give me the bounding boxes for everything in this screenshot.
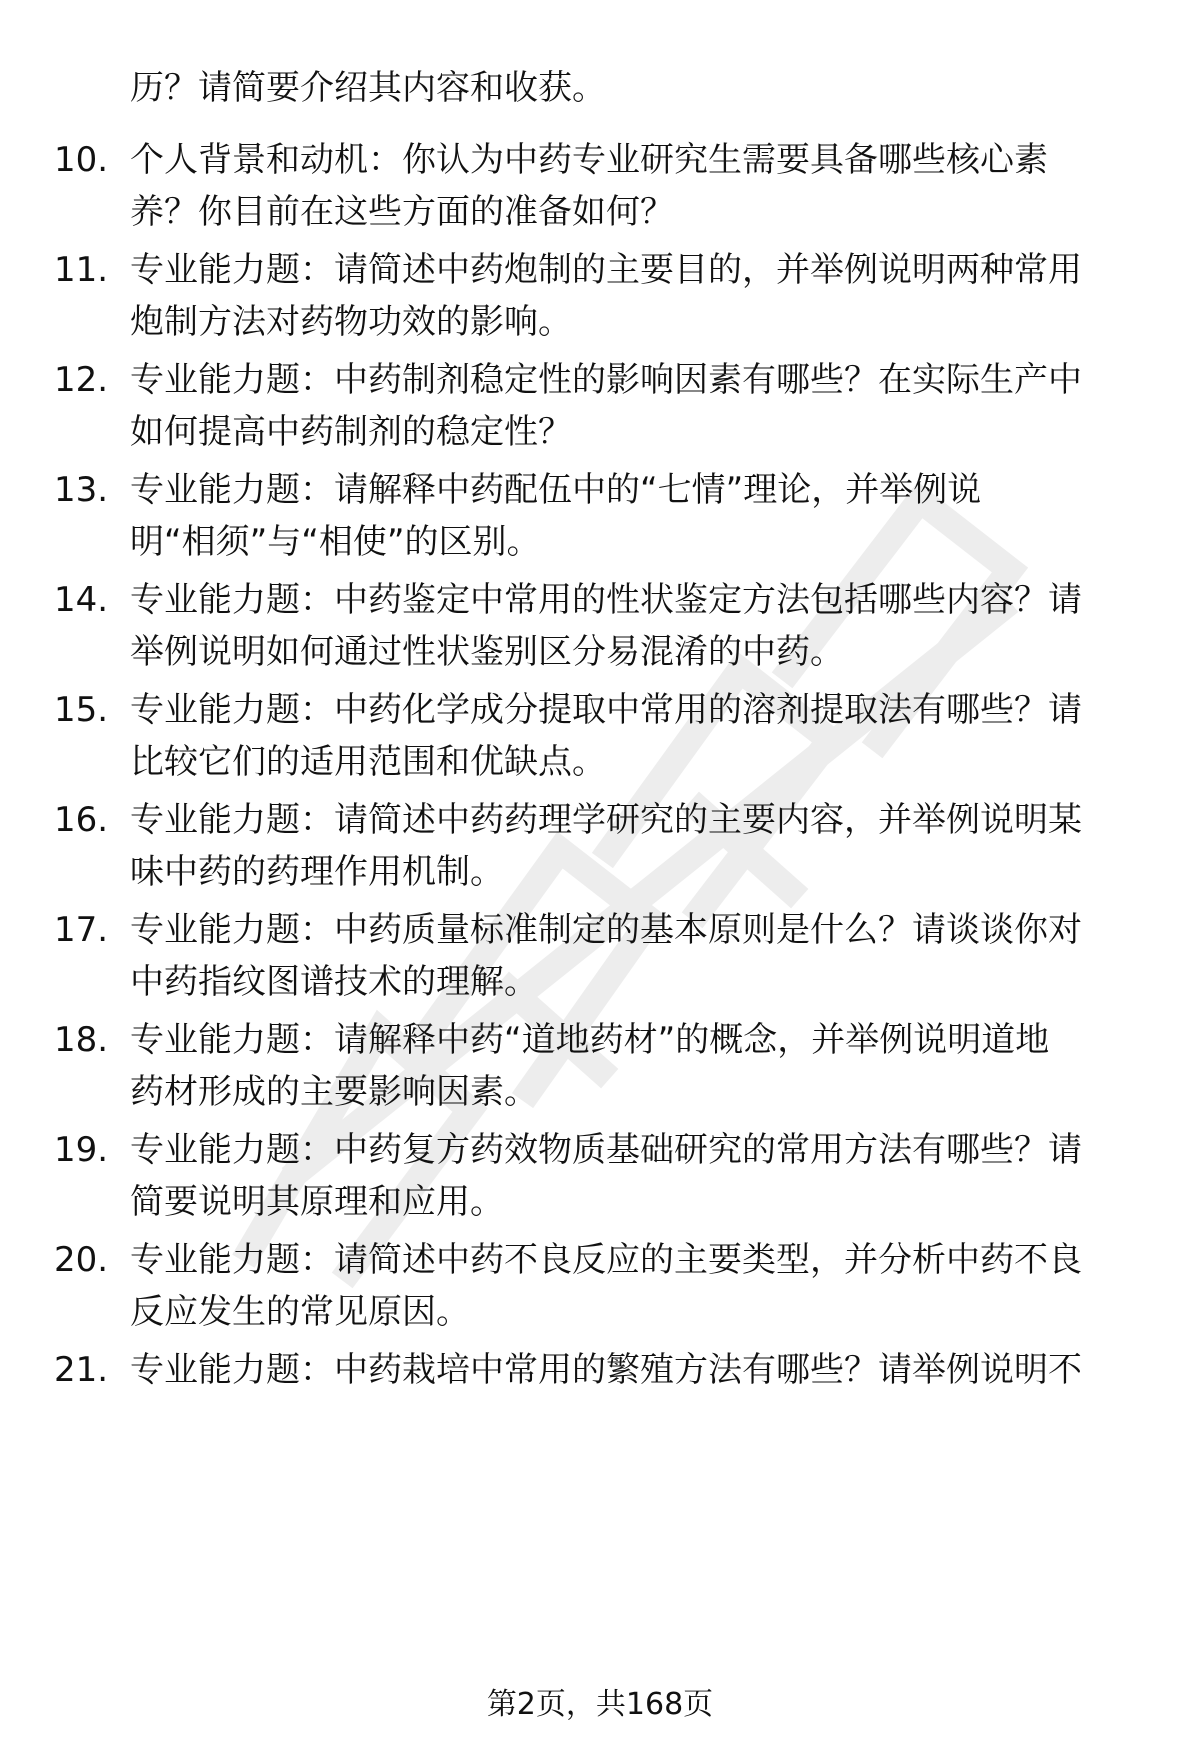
- question-number: 10.: [54, 140, 109, 180]
- question-text-line: 比较它们的适用范围和优缺点。: [130, 742, 606, 782]
- page-footer: 第2页，共168页: [486, 1687, 714, 1722]
- question-text-line: 专业能力题：请解释中药“道地药材”的概念，并举例说明道地: [130, 1020, 1050, 1060]
- question-text-line: 专业能力题：请简述中药炮制的主要目的，并举例说明两种常用: [130, 250, 1082, 290]
- question-item: [0, 904, 1200, 1014]
- question-item: [0, 354, 1200, 464]
- question-item: [0, 1014, 1200, 1124]
- continued-question-text: 历？请简要介绍其内容和收获。: [130, 68, 606, 108]
- question-text-line: 简要说明其原理和应用。: [130, 1182, 504, 1222]
- question-text-line: 炮制方法对药物功效的影响。: [130, 302, 572, 342]
- question-number: 20.: [54, 1240, 109, 1280]
- question-text-line: 中药指纹图谱技术的理解。: [130, 962, 538, 1002]
- question-number: 17.: [54, 910, 109, 950]
- question-number: 15.: [54, 690, 109, 730]
- question-text-line: 专业能力题：中药化学成分提取中常用的溶剂提取法有哪些？请: [130, 690, 1082, 730]
- question-number: 14.: [54, 580, 109, 620]
- question-number: 12.: [54, 360, 109, 400]
- question-item: [0, 794, 1200, 904]
- question-number: 19.: [54, 1130, 109, 1170]
- question-item: [0, 1234, 1200, 1344]
- question-text-line: 举例说明如何通过性状鉴别区分易混淆的中药。: [130, 632, 844, 672]
- question-text-line: 如何提高中药制剂的稳定性？: [130, 412, 572, 452]
- question-number: 18.: [54, 1020, 109, 1060]
- question-item: [0, 1344, 1200, 1454]
- question-text-line: 专业能力题：请解释中药配伍中的“七情”理论，并举例说: [130, 470, 982, 510]
- question-item: [0, 134, 1200, 244]
- question-text-line: 养？你目前在这些方面的准备如何？: [130, 192, 674, 232]
- question-number: 13.: [54, 470, 109, 510]
- question-item: [0, 464, 1200, 574]
- question-text-line: 药材形成的主要影响因素。: [130, 1072, 538, 1112]
- question-item: [0, 1124, 1200, 1234]
- question-text-line: 明“相须”与“相使”的区别。: [130, 522, 541, 562]
- question-text-line: 专业能力题：中药复方药效物质基础研究的常用方法有哪些？请: [130, 1130, 1082, 1170]
- question-item: [0, 244, 1200, 354]
- question-text-line: 专业能力题：请简述中药药理学研究的主要内容，并举例说明某: [130, 800, 1082, 840]
- question-text-line: 专业能力题：请简述中药不良反应的主要类型，并分析中药不良: [130, 1240, 1082, 1280]
- question-text-line: 反应发生的常见原因。: [130, 1292, 470, 1332]
- question-number: 21.: [54, 1350, 109, 1390]
- question-text-line: 专业能力题：中药质量标准制定的基本原则是什么？请谈谈你对: [130, 910, 1082, 950]
- question-text-line: 味中药的药理作用机制。: [130, 852, 504, 892]
- question-text-line: 个人背景和动机：你认为中药专业研究生需要具备哪些核心素: [130, 140, 1048, 180]
- question-text-line: 专业能力题：中药制剂稳定性的影响因素有哪些？在实际生产中: [130, 360, 1082, 400]
- question-number: 11.: [54, 250, 109, 290]
- question-number: 16.: [54, 800, 109, 840]
- question-item: [0, 574, 1200, 684]
- question-text-line: 专业能力题：中药鉴定中常用的性状鉴定方法包括哪些内容？请: [130, 580, 1082, 620]
- question-text-line: 专业能力题：中药栽培中常用的繁殖方法有哪些？请举例说明不: [130, 1350, 1082, 1390]
- question-item: [0, 684, 1200, 794]
